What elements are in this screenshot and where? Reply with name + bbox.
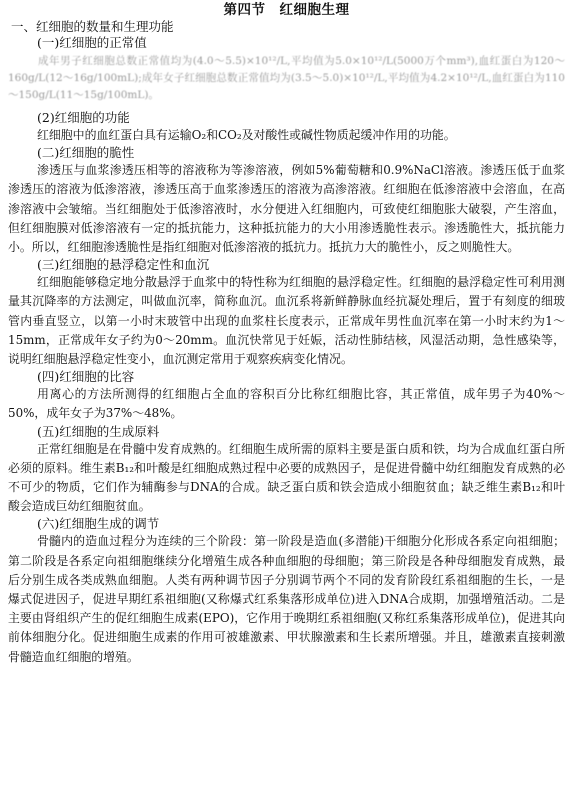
subsection-heading-fragility: (二)红细胞的脆性 [37,145,135,161]
subsection-heading-normal-values: (一)红细胞的正常值 [37,35,147,50]
paragraph-normal-values: 成年男子红细胞总数正常值均为(4.0～5.5)×10¹²/L,平均值为5.0×10¹²/L(5000万个mm³),血红蛋白为120～160g/L(12～16g/100mL);成年女子红细胞总数正常值均为(3.5～5.0)×10¹²/L,平均值为4.2×10¹²/L,血红蛋白为110～150g/L(11～15g/100mL)。 [8,55,565,101]
section-one-heading: 一、红细胞的数量和生理功能 [11,19,174,34]
section-title: 第四节 红细胞生理 [223,2,350,18]
paragraph-materials: 正常红细胞是在骨髓中发育成熟的。红细胞生成所需的原料主要是蛋白质和铁，均为合成血红蛋白所必须的原料。维生素B₁₂和叶酸是红细胞成熟过程中必要的成熟因子，是促进骨髓中幼红细胞发育成熟的必不可少的物质，它们作为辅酶参与DNA的合成。缺乏蛋白质和铁会造成小细胞贫血；缺乏维生素B₁₂和叶酸会造成巨幼红细胞贫血。 [8,441,565,514]
paragraph-regulation: 骨髓内的造血过程分为连续的三个阶段：第一阶段是造血(多潜能)干细胞分化形成各系定向祖细胞；第二阶段是各系定向祖细胞继续分化增殖生成各种血细胞的母细胞；第三阶段是各种母细胞发育成熟，最后分别生成各类成熟血细胞。人类有两种调节因子分别调节两个不同的发育阶段红系祖细胞的生长，一是爆式促进因子，促进早期红系祖细胞(又称爆式红系集落形成单位)进入DNA合成期，加强增殖活动。二是主要由肾组织产生的促红细胞生成素(EPO)，它作用于晚期红系祖细胞(又称红系集落形成单位)，促进其向前体细胞分化。促进细胞生成素的作用可被雄激素、甲状腺激素和生长素所增强。并且，雄激素直接刺激骨髓造血红细胞的增殖。 [8,534,565,664]
paragraph-function: 红细胞中的血红蛋白具有运输O₂和CO₂及对酸性或碱性物质起缓冲作用的功能。 [37,128,456,142]
paragraph-fragility: 渗透压与血浆渗透压相等的溶液称为等渗溶液，例如5%葡萄糖和0.9%NaCl溶液。渗透压低于血浆渗透压的溶液为低渗溶液，渗透压高于血浆渗透压的溶液为高渗溶液。红细胞在低渗溶液中会溶血，在高渗溶液中会皱缩。当红细胞处于低渗溶液时，水分便进入红细胞内，可致使红细胞胀大破裂，产生溶血，但红细胞膜对低渗溶液有一定的抵抗能力，这种抵抗能力的大小用渗透脆性表示。渗透脆性大，抵抗能力小。所以，红细胞渗透脆性是指红细胞对低渗溶液的抵抗力。抵抗力大的脆性小，反之则脆性大。 [8,163,565,255]
paragraph-hematocrit: 用离心的方法所测得的红细胞占全血的容积百分比称红细胞比容，其正常值，成年男子为40%～50%，成年女子为37%～48%。 [8,387,565,421]
subsection-heading-suspension: (三)红细胞的悬浮稳定性和血沉 [37,257,210,273]
subsection-heading-materials: (五)红细胞的生成原料 [37,423,160,439]
subsection-heading-regulation: (六)红细胞生成的调节 [37,516,160,532]
subsection-heading-hematocrit: (四)红细胞的比容 [37,369,135,385]
subsection-heading-function: (2)红细胞的功能 [37,110,130,125]
paragraph-suspension: 红细胞能够稳定地分散悬浮于血浆中的特性称为红细胞的悬浮稳定性。红细胞的悬浮稳定性可利用测量其沉降率的方法测定，叫做血沉率，简称血沉。血沉系将新鲜静脉血经抗凝处理后，置于有刻度的细玻管内垂直竖立，以第一小时末玻管中出现的血浆柱长度表示，正常成年男性血沉率在第一小时末约为1～15mm，正常成年女子约为0～20mm。血沉快常见于妊娠，活动性肺结核，风湿活动期，急性感染等，说明红细胞悬浮稳定性变小，血沉测定常用于观察疾病变化情况。 [8,275,565,367]
